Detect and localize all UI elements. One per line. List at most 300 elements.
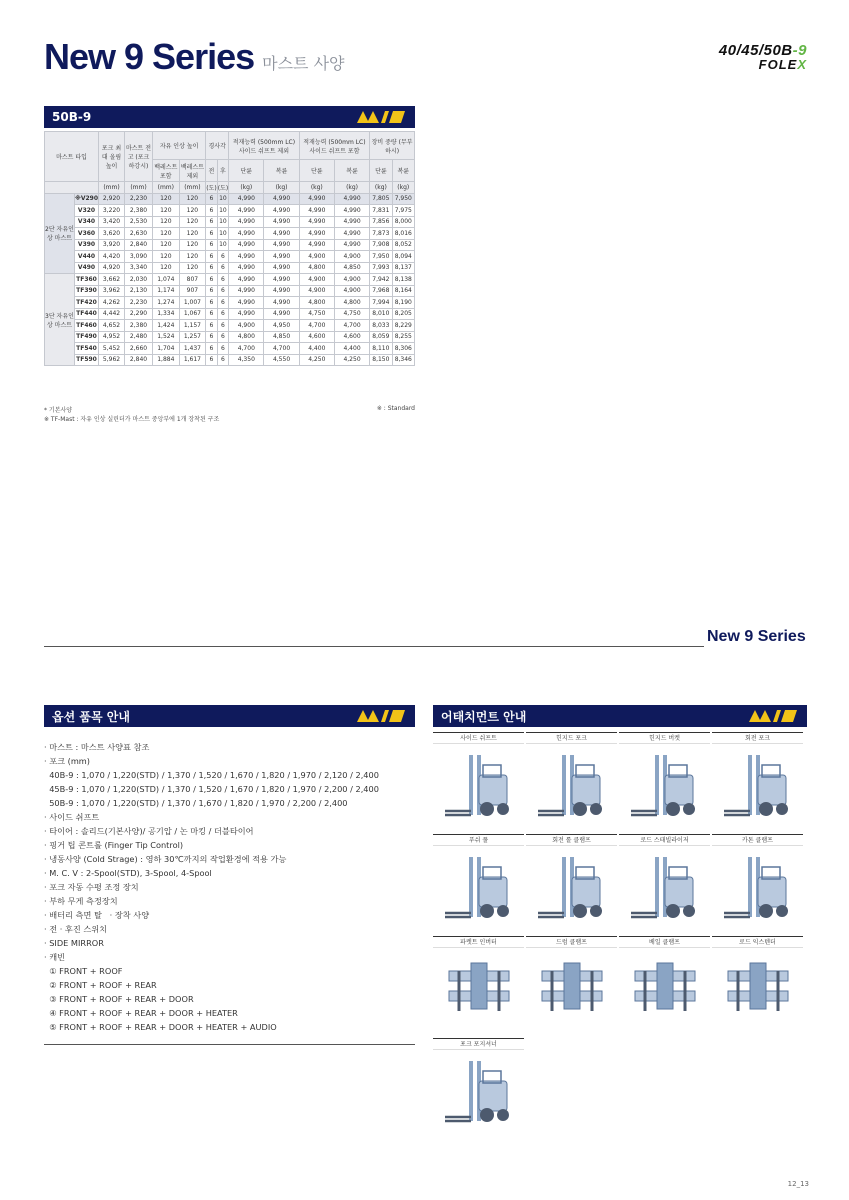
table-cell: 7,831: [370, 205, 392, 217]
table-cell: 4,800: [334, 297, 369, 309]
table-cell: 4,990: [264, 239, 299, 251]
table-cell: 2,230: [125, 193, 153, 205]
table-cell: 120: [153, 262, 180, 274]
mast-model-cell: TF440: [75, 308, 99, 320]
attachment-label: 회전 포크: [712, 732, 803, 744]
table-cell: 8,190: [392, 297, 414, 309]
header-mast-low: 마스트 전고 (포크 하강시): [125, 132, 153, 182]
table-cell: 4,990: [264, 251, 299, 263]
mast-model-cell: TF460: [75, 320, 99, 332]
table-cell: 4,420: [99, 251, 125, 263]
attachment-label: 카톤 클램프: [712, 834, 803, 846]
table-cell: 4,990: [229, 262, 264, 274]
table-cell: 4,990: [264, 285, 299, 297]
attachment-item: [619, 732, 710, 829]
table-cell: 4,990: [264, 193, 299, 205]
option-item: · 포크 자동 수평 조정 장치: [44, 882, 139, 892]
table-cell: 4,250: [299, 354, 334, 366]
table-cell: 4,990: [229, 193, 264, 205]
table-cell: 4,990: [334, 205, 369, 217]
option-item: 40B-9 : 1,070 / 1,220(STD) / 1,370 / 1,520 / 1,670 / 1,820 / 1,970 / 2,120 / 2,400: [44, 770, 379, 780]
table-cell: 6: [206, 285, 217, 297]
unit-blank: [45, 182, 99, 194]
attachment-item: [433, 936, 524, 1033]
table-cell: 6: [206, 343, 217, 355]
option-item: · 부하 무게 측정장치: [44, 896, 118, 906]
table-cell: 4,990: [264, 274, 299, 286]
attachments-section-label: 어태치먼트 안내: [441, 709, 527, 724]
table-cell: 4,990: [229, 285, 264, 297]
option-item: ③ FRONT + ROOF + REAR + DOOR: [44, 994, 194, 1004]
table-cell: 2,530: [125, 216, 153, 228]
table-cell: 6: [217, 308, 228, 320]
pallet-inverter-icon: [433, 948, 524, 1033]
carton-clamp-icon: [712, 846, 803, 931]
table-cell: 6: [217, 297, 228, 309]
options-section-bar: [44, 705, 415, 727]
mast-spec-table: [44, 131, 415, 366]
header-free-incl: 백레스트 포함: [153, 160, 180, 182]
table-cell: 1,884: [153, 354, 180, 366]
table-cell: 2,630: [125, 228, 153, 240]
header-cap-incl: 적재능력 (500mm LC) 사이드 쉬프트 포함: [299, 132, 370, 160]
table-cell: 8,150: [370, 354, 392, 366]
attachment-item: [526, 834, 617, 931]
header-mast-type: 마스트 타입: [45, 132, 99, 182]
table-cell: 4,550: [264, 354, 299, 366]
table-cell: 6: [217, 320, 228, 332]
table-cell: 4,600: [334, 331, 369, 343]
table-cell: 2,290: [125, 308, 153, 320]
table-cell: 1,257: [179, 331, 206, 343]
attachment-item: [712, 732, 803, 829]
table-row: [45, 274, 415, 286]
table-cell: 4,990: [334, 228, 369, 240]
option-item: · M. C. V : 2-Spool(STD), 3-Spool, 4-Spool: [44, 868, 212, 878]
table-cell: 2,130: [125, 285, 153, 297]
header-tilt: 경사각: [206, 132, 229, 160]
table-cell: 8,059: [370, 331, 392, 343]
table-cell: 2,920: [99, 193, 125, 205]
table-cell: 10: [217, 216, 228, 228]
table-cell: 4,990: [299, 193, 334, 205]
table-cell: 4,990: [264, 216, 299, 228]
header-weight: 장비 중량 (무부하시): [370, 132, 415, 160]
mast-model-cell: TF390: [75, 285, 99, 297]
table-cell: 4,700: [299, 320, 334, 332]
brand-logo: [719, 42, 807, 72]
attachment-label: 힌지드 포크: [526, 732, 617, 744]
mast-model-cell: V320: [75, 205, 99, 217]
option-item: ① FRONT + ROOF: [44, 966, 123, 976]
table-row: [45, 193, 415, 205]
attachment-item: [433, 732, 524, 829]
header-tilt-rear: 후: [217, 160, 228, 182]
table-cell: 120: [153, 239, 180, 251]
table-cell: 120: [179, 251, 206, 263]
attachment-item: [526, 732, 617, 829]
table-cell: 4,750: [299, 308, 334, 320]
mast-model-cell: V360: [75, 228, 99, 240]
option-item: ⑤ FRONT + ROOF + REAR + DOOR + HEATER + AUDIO: [44, 1022, 277, 1032]
side-shift-forklift-icon: [433, 744, 524, 829]
table-cell: 4,700: [264, 343, 299, 355]
table-cell: 4,990: [299, 239, 334, 251]
table-cell: 2,380: [125, 320, 153, 332]
table-cell: 6: [217, 262, 228, 274]
table-cell: 120: [179, 205, 206, 217]
table-cell: 120: [179, 228, 206, 240]
header-single: 단륜: [299, 160, 334, 182]
table-cell: 4,990: [299, 205, 334, 217]
table-cell: 120: [153, 228, 180, 240]
table-cell: 6: [206, 216, 217, 228]
load-extender-icon: [712, 948, 803, 1033]
table-cell: 4,920: [99, 262, 125, 274]
attachment-item: [619, 834, 710, 931]
table-cell: 4,990: [264, 308, 299, 320]
mast-model-cell: TF360: [75, 274, 99, 286]
title-subtitle: 마스트 사양: [262, 54, 345, 73]
table-cell: 6: [217, 251, 228, 263]
table-row: [45, 205, 415, 217]
table-cell: 4,990: [334, 193, 369, 205]
table-cell: 6: [206, 331, 217, 343]
options-list: [44, 740, 415, 1034]
table-cell: 8,110: [370, 343, 392, 355]
option-item: · 배터리 측면 탈 · 장착 사양: [44, 910, 150, 920]
title-main: New 9 Series: [44, 36, 255, 77]
table-cell: 4,900: [299, 251, 334, 263]
bale-clamp-icon: [619, 948, 710, 1033]
table-row: [45, 320, 415, 332]
unit-deg: (도): [217, 182, 228, 194]
mast-group-label: 3단 자유인상 마스트: [45, 274, 75, 366]
table-cell: 120: [153, 216, 180, 228]
table-cell: 3,220: [99, 205, 125, 217]
header-tilt-front: 전: [206, 160, 217, 182]
table-cell: 4,442: [99, 308, 125, 320]
mast-model-cell: V390: [75, 239, 99, 251]
table-cell: 2,230: [125, 297, 153, 309]
option-item: ② FRONT + ROOF + REAR: [44, 980, 157, 990]
table-cell: 6: [206, 228, 217, 240]
attachment-label: 힌지드 버켓: [619, 732, 710, 744]
table-cell: 1,174: [153, 285, 180, 297]
table-row: [45, 239, 415, 251]
table-cell: 3,620: [99, 228, 125, 240]
table-cell: 7,968: [370, 285, 392, 297]
mast-model-cell: V440: [75, 251, 99, 263]
unit-kg: (kg): [392, 182, 414, 194]
table-cell: 4,990: [229, 274, 264, 286]
table-cell: 8,229: [392, 320, 414, 332]
page-title: [44, 36, 345, 78]
option-item: 45B-9 : 1,070 / 1,220(STD) / 1,370 / 1,520 / 1,670 / 1,820 / 1,970 / 2,200 / 2,400: [44, 784, 379, 794]
table-cell: 4,990: [334, 239, 369, 251]
table-cell: 4,990: [229, 297, 264, 309]
table-cell: 4,990: [229, 308, 264, 320]
table-cell: 120: [179, 262, 206, 274]
option-item: · 포크 (mm): [44, 756, 90, 766]
attachment-label: 회전 롤 클램프: [526, 834, 617, 846]
attachment-item: [619, 936, 710, 1033]
option-item: · 핑거 팁 콘트롤 (Finger Tip Control): [44, 840, 184, 850]
mast-model-cell: TF540: [75, 343, 99, 355]
table-cell: 1,007: [179, 297, 206, 309]
header-free-lift: 자유 인상 높이: [153, 132, 206, 160]
table-cell: 4,990: [264, 228, 299, 240]
table-cell: 7,908: [370, 239, 392, 251]
table-cell: 4,950: [264, 320, 299, 332]
header-double: 복륜: [392, 160, 414, 182]
table-cell: 4,990: [229, 205, 264, 217]
table-cell: 6: [206, 320, 217, 332]
option-item: · SIDE MIRROR: [44, 938, 104, 948]
table-cell: 2,660: [125, 343, 153, 355]
table-cell: 8,205: [392, 308, 414, 320]
table-cell: 2,840: [125, 239, 153, 251]
mast-model-cell: ※V290: [75, 193, 99, 205]
table-cell: 4,652: [99, 320, 125, 332]
table-cell: 10: [217, 228, 228, 240]
drum-clamp-icon: [526, 948, 617, 1033]
table-cell: 6: [206, 354, 217, 366]
option-item: · 타이어 : 솔리드(기본사양)/ 공기압 / 논 마킹 / 더블타이어: [44, 826, 254, 836]
attachment-label: 베일 클램프: [619, 936, 710, 948]
brand-mark-icon: [747, 708, 799, 724]
table-row: [45, 251, 415, 263]
table-cell: 4,900: [334, 251, 369, 263]
table-row: [45, 216, 415, 228]
unit-kg: (kg): [264, 182, 299, 194]
table-cell: 8,052: [392, 239, 414, 251]
table-cell: 6: [217, 343, 228, 355]
table-cell: 4,350: [229, 354, 264, 366]
table-cell: 4,990: [229, 239, 264, 251]
header-fork-max: 포크 최대 올림 높이: [99, 132, 125, 182]
unit-mm: (mm): [99, 182, 125, 194]
table-cell: 2,380: [125, 205, 153, 217]
table-cell: 4,900: [229, 320, 264, 332]
table-cell: 4,900: [334, 285, 369, 297]
mast-model-cell: TF420: [75, 297, 99, 309]
table-cell: 4,990: [299, 228, 334, 240]
table-row: [45, 228, 415, 240]
attachment-item: [433, 834, 524, 931]
table-cell: 8,137: [392, 262, 414, 274]
unit-deg: (도): [206, 182, 217, 194]
table-cell: 4,700: [229, 343, 264, 355]
table-cell: 4,990: [229, 228, 264, 240]
table-cell: 7,994: [370, 297, 392, 309]
table-cell: 8,346: [392, 354, 414, 366]
table-cell: 6: [217, 354, 228, 366]
header-single: 단륜: [229, 160, 264, 182]
table-cell: 1,704: [153, 343, 180, 355]
table-cell: 120: [153, 205, 180, 217]
table-cell: 1,274: [153, 297, 180, 309]
table-cell: 7,975: [392, 205, 414, 217]
table-cell: 2,840: [125, 354, 153, 366]
table-cell: 1,617: [179, 354, 206, 366]
table-cell: 1,524: [153, 331, 180, 343]
table-cell: 8,000: [392, 216, 414, 228]
table-cell: 2,030: [125, 274, 153, 286]
fork-positioner-forklift-icon: [433, 1050, 524, 1135]
mast-model-cell: TF490: [75, 331, 99, 343]
table-cell: 3,962: [99, 285, 125, 297]
unit-kg: (kg): [370, 182, 392, 194]
rotating-roll-clamp-icon: [526, 846, 617, 931]
table-cell: 4,600: [299, 331, 334, 343]
brand-model: 40/45/50B-9: [718, 42, 807, 59]
section-divider: [44, 646, 704, 647]
table-cell: 8,255: [392, 331, 414, 343]
table-cell: 6: [206, 193, 217, 205]
table-cell: 4,850: [334, 262, 369, 274]
attachment-label: 포크 포지셔너: [433, 1038, 524, 1050]
attachment-label: 푸쉬 풀: [433, 834, 524, 846]
table-cell: 8,033: [370, 320, 392, 332]
header-double: 복륜: [334, 160, 369, 182]
table-cell: 5,962: [99, 354, 125, 366]
load-stabilizer-forklift-icon: [619, 846, 710, 931]
rotating-fork-forklift-icon: [712, 744, 803, 829]
table-row: [45, 285, 415, 297]
table-cell: 7,856: [370, 216, 392, 228]
table-cell: 120: [179, 193, 206, 205]
table-cell: 3,340: [125, 262, 153, 274]
unit-mm: (mm): [153, 182, 180, 194]
options-section-label: 옵션 품목 안내: [52, 709, 130, 724]
brand-mark-icon: [355, 708, 407, 724]
table-cell: 6: [206, 262, 217, 274]
table-cell: 8,306: [392, 343, 414, 355]
table-cell: 4,850: [264, 331, 299, 343]
table-cell: 10: [217, 193, 228, 205]
table-cell: 3,920: [99, 239, 125, 251]
table-cell: 6: [206, 251, 217, 263]
header-double: 복륜: [264, 160, 299, 182]
table-cell: 3,662: [99, 274, 125, 286]
table-cell: 1,437: [179, 343, 206, 355]
mast-group-label: 2단 자유인상 마스트: [45, 193, 75, 274]
option-item: · 사이드 쉬프트: [44, 812, 100, 822]
table-cell: 4,990: [299, 216, 334, 228]
table-row: [45, 343, 415, 355]
table-cell: 120: [153, 251, 180, 263]
table-cell: 4,990: [334, 216, 369, 228]
table-row: [45, 354, 415, 366]
table-cell: 4,990: [229, 216, 264, 228]
mast-model-cell: TF590: [75, 354, 99, 366]
attachment-item: [712, 834, 803, 931]
option-item: 50B-9 : 1,070 / 1,220(STD) / 1,370 / 1,670 / 1,820 / 1,970 / 2,200 / 2,400: [44, 798, 348, 808]
table-cell: 4,990: [229, 251, 264, 263]
table-cell: 2,480: [125, 331, 153, 343]
table-cell: 4,990: [264, 205, 299, 217]
table-cell: 4,952: [99, 331, 125, 343]
option-item: · 전 · 후진 스위치: [44, 924, 108, 934]
table-cell: 10: [217, 239, 228, 251]
table-cell: 1,157: [179, 320, 206, 332]
hinged-bucket-forklift-icon: [619, 744, 710, 829]
table-cell: 6: [217, 285, 228, 297]
table-cell: 8,094: [392, 251, 414, 263]
table-row: [45, 297, 415, 309]
header-cap-excl: 적재능력 (500mm LC) 사이드 쉬프트 제외: [229, 132, 300, 160]
table-cell: 6: [206, 205, 217, 217]
table-cell: 8,164: [392, 285, 414, 297]
table-cell: 4,750: [334, 308, 369, 320]
header-single: 단륜: [370, 160, 392, 182]
option-item: · 냉동사양 (Cold Strage) : 영하 30℃까지의 작업환경에 적용 가능: [44, 854, 287, 864]
table-cell: 5,452: [99, 343, 125, 355]
unit-kg: (kg): [229, 182, 264, 194]
table-cell: 7,950: [392, 193, 414, 205]
table-cell: 1,067: [179, 308, 206, 320]
table-cell: 8,138: [392, 274, 414, 286]
option-item: ④ FRONT + ROOF + REAR + DOOR + HEATER: [44, 1008, 238, 1018]
table-cell: 4,900: [334, 274, 369, 286]
table-cell: 7,950: [370, 251, 392, 263]
note-default: * 기본사양: [44, 407, 73, 414]
table-row: [45, 331, 415, 343]
spec-section-label: 50B-9: [52, 110, 92, 124]
table-cell: 6: [217, 331, 228, 343]
table-cell: 1,334: [153, 308, 180, 320]
table-cell: 4,400: [334, 343, 369, 355]
attachment-label: 사이드 쉬프트: [433, 732, 524, 744]
header-free-excl: 백레스트 제외: [179, 160, 206, 182]
page-number: 12_13: [787, 1180, 809, 1188]
table-cell: 4,800: [299, 297, 334, 309]
table-cell: 120: [179, 216, 206, 228]
table-cell: 4,400: [299, 343, 334, 355]
note-tf-mast: ※ TF-Mast : 자유 인상 실린더가 마스트 중앙부에 1개 장착된 구조: [44, 416, 220, 423]
table-cell: 120: [179, 239, 206, 251]
table-cell: 6: [206, 239, 217, 251]
table-cell: 4,900: [299, 274, 334, 286]
table-cell: 6: [206, 308, 217, 320]
table-cell: 7,942: [370, 274, 392, 286]
table-cell: 7,805: [370, 193, 392, 205]
attachment-label: 드럼 클램프: [526, 936, 617, 948]
push-pull-forklift-icon: [433, 846, 524, 931]
option-item: · 마스트 : 마스트 사양표 참조: [44, 742, 150, 752]
table-cell: 10: [217, 205, 228, 217]
series-label: New 9 Series: [707, 628, 806, 645]
table-cell: 4,990: [264, 262, 299, 274]
table-cell: 6: [217, 274, 228, 286]
unit-kg: (kg): [299, 182, 334, 194]
attachment-label: 로드 스태빌라이저: [619, 834, 710, 846]
attachment-label: 로드 익스텐더: [712, 936, 803, 948]
attachment-item: [712, 936, 803, 1033]
table-cell: 4,700: [334, 320, 369, 332]
table-cell: 8,016: [392, 228, 414, 240]
table-cell: 1,424: [153, 320, 180, 332]
table-cell: 7,873: [370, 228, 392, 240]
table-cell: 7,993: [370, 262, 392, 274]
brand-mark-icon: [355, 109, 407, 125]
hinged-fork-forklift-icon: [526, 744, 617, 829]
unit-mm: (mm): [125, 182, 153, 194]
options-bottom-rule: [44, 1044, 415, 1045]
table-cell: 907: [179, 285, 206, 297]
table-row: [45, 308, 415, 320]
